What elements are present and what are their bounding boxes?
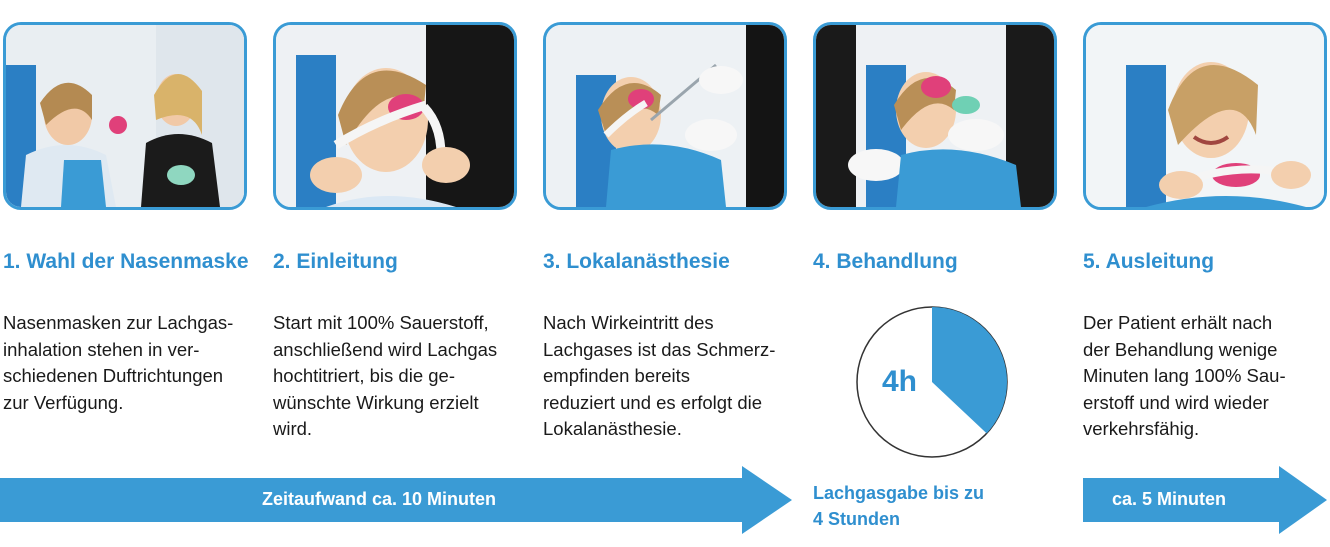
step-1-line: Nasenmasken zur Lachgas- <box>3 312 234 333</box>
step-5-line: verkehrsfähig. <box>1083 418 1200 439</box>
step-1-line: schiedenen Duftrichtungen <box>3 365 224 386</box>
step-3-line: Nach Wirkeintritt des <box>543 312 714 333</box>
step-4-title: 4. Behandlung <box>813 250 958 273</box>
step-5-title: 5. Ausleitung <box>1083 250 1215 273</box>
step-2-description <box>273 310 497 443</box>
treatment-note-line: 4 Stunden <box>813 509 901 529</box>
step-1-description <box>3 310 233 416</box>
step-5-line: Minuten lang 100% Sau- <box>1083 365 1286 386</box>
treatment-duration-clock <box>855 305 1009 459</box>
step-2-line: wünschte Wirkung erzielt <box>273 391 479 413</box>
step-2-line: anschließend wird Lachgas <box>273 338 498 360</box>
step-1-line: zur Verfügung. <box>3 391 124 413</box>
step-2-title: 2. Einleitung <box>273 250 398 273</box>
induction-duration-label: Zeitaufwand ca. 10 Minuten <box>262 489 497 509</box>
dental-treatment-image <box>816 25 1054 207</box>
step-2-line: wird. <box>273 418 313 439</box>
step-5-line: der Behandlung wenige <box>1083 338 1278 360</box>
step-3-title: 3. Lokalanästhesie <box>543 250 730 273</box>
step-3-line: empfinden bereits <box>543 365 691 386</box>
photo-step-4 <box>813 22 1057 210</box>
step-5-line: erstoff und wird wieder <box>1083 391 1269 413</box>
step-1-line: inhalation stehen in ver- <box>3 338 200 360</box>
photo-step-3 <box>543 22 787 210</box>
photo-step-5 <box>1083 22 1327 210</box>
treatment-duration-note <box>813 480 984 532</box>
treatment-note-line: Lachgasgabe bis zu <box>813 483 985 503</box>
local-anesthesia-image <box>546 25 784 207</box>
step-2-line: Start mit 100% Sauerstoff, <box>273 312 489 333</box>
photo-step-1 <box>3 22 247 210</box>
step-3-line: reduziert und es erfolgt die <box>543 391 763 413</box>
dentist-showing-mask-image <box>6 25 244 207</box>
step-5-line: Der Patient erhält nach <box>1083 312 1273 333</box>
nose-mask-placement-image <box>276 25 514 207</box>
smiling-patient-image <box>1086 25 1324 207</box>
step-1-title: 1. Wahl der Nasenmaske <box>3 250 249 273</box>
step-3-line: Lachgases ist das Schmerz- <box>543 338 776 360</box>
photo-step-2 <box>273 22 517 210</box>
step-2-line: hochtitriert, bis die ge- <box>273 365 456 386</box>
recovery-duration-label: ca. 5 Minuten <box>1112 489 1227 509</box>
step-3-line: Lokalanästhesie. <box>543 418 682 439</box>
step-5-description <box>1083 310 1286 443</box>
clock-duration-label: 4h <box>881 365 917 398</box>
step-3-description <box>543 310 775 443</box>
